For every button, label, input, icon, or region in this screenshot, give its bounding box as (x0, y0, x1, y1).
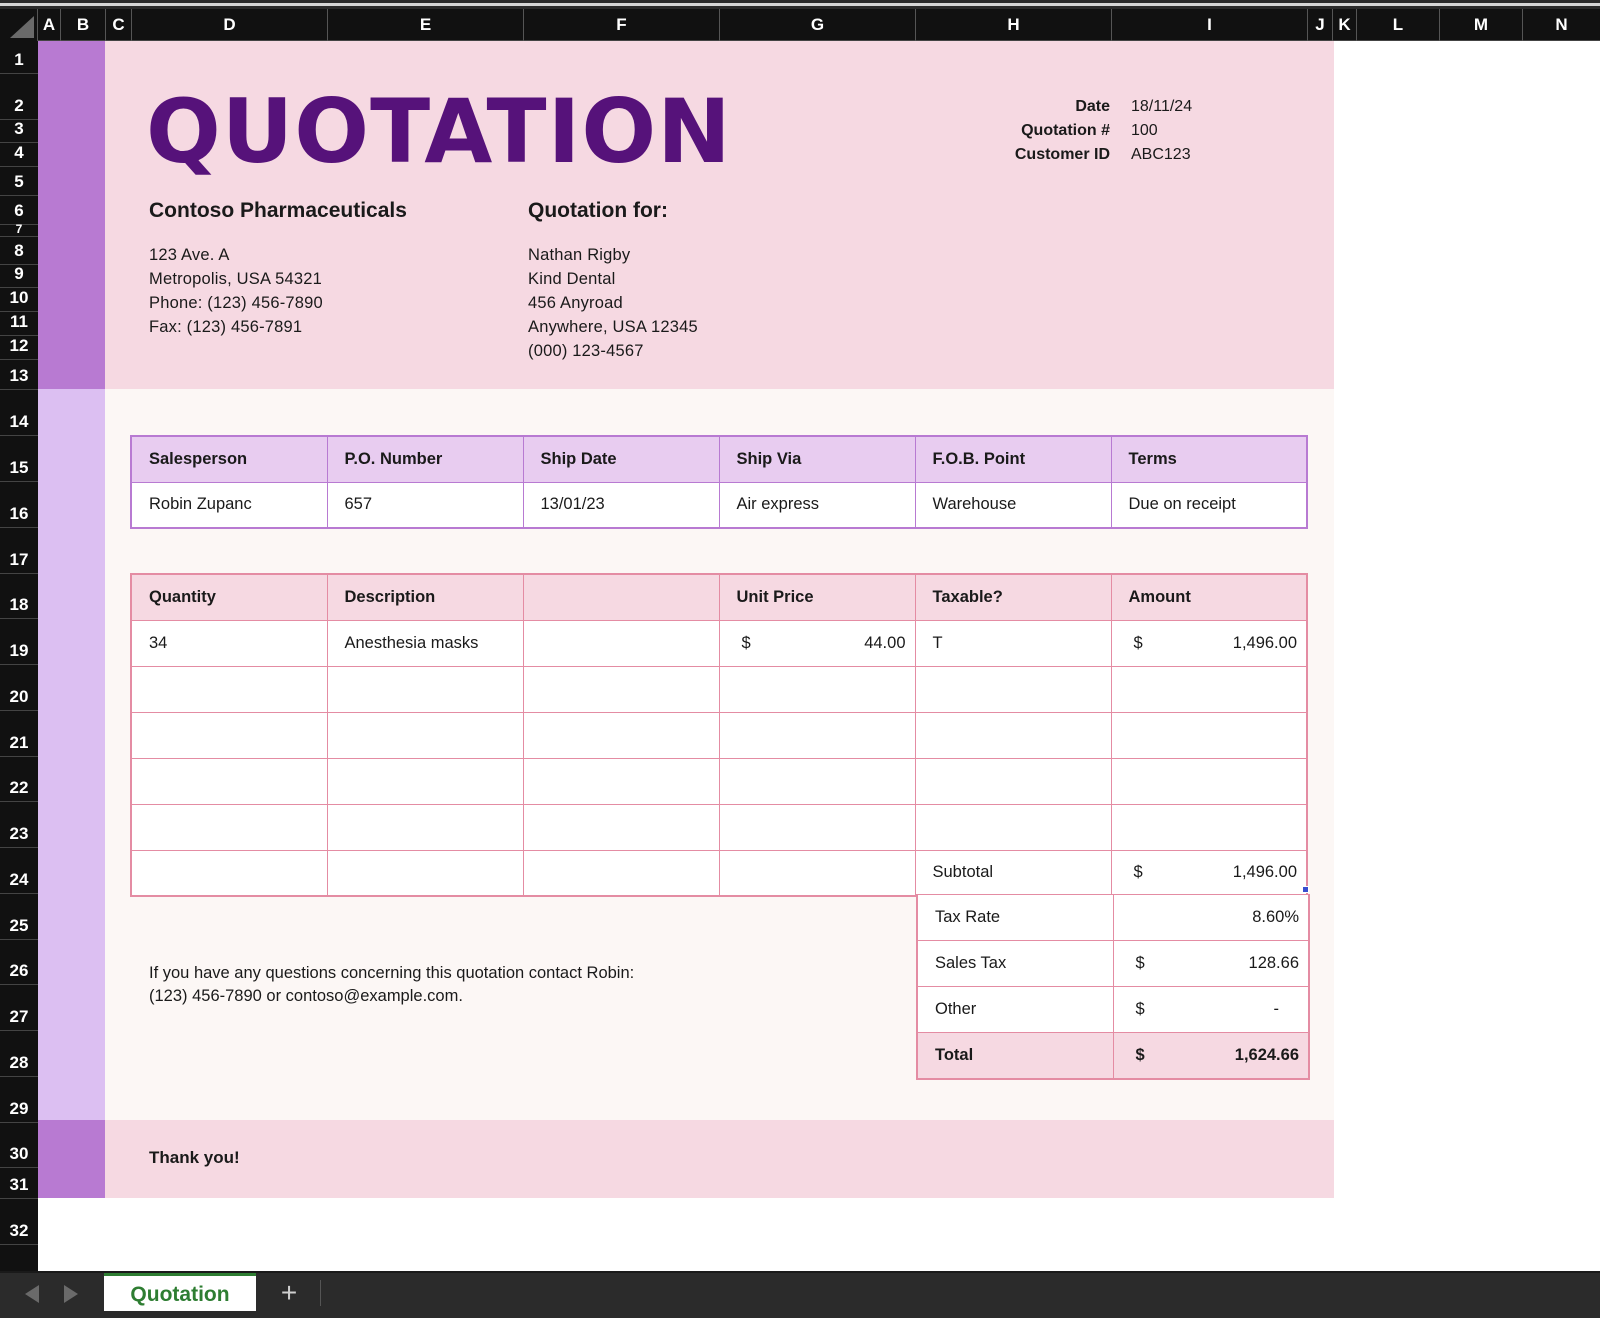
add-sheet-icon[interactable]: + (280, 1277, 298, 1308)
salesperson-cell[interactable]: Robin Zupanc (131, 482, 327, 528)
unit-price-header[interactable]: Unit Price (719, 574, 915, 620)
currency-symbol: $ (1133, 633, 1143, 652)
table-row (131, 620, 1307, 666)
empty-cell[interactable] (719, 712, 915, 758)
thank-you-message[interactable]: Thank you! (149, 1148, 240, 1167)
row-header-24[interactable]: 24 (0, 848, 38, 894)
row-header-22[interactable]: 22 (0, 757, 38, 802)
row-header-7[interactable]: 7 (0, 225, 38, 237)
row-header-19[interactable]: 19 (0, 619, 38, 665)
column-header-bar (0, 9, 1600, 41)
empty-cell[interactable] (327, 758, 523, 804)
empty-cell[interactable] (327, 850, 523, 896)
description-spill-cell[interactable] (523, 620, 719, 666)
row-header-30[interactable]: 30 (0, 1123, 38, 1168)
client-phone-line[interactable]: (000) 123-4567 (528, 342, 644, 360)
empty-cell[interactable] (327, 712, 523, 758)
column-header-k[interactable]: K (1333, 9, 1357, 41)
ship-date-cell[interactable]: 13/01/23 (523, 482, 719, 528)
currency-symbol: $ (1135, 1000, 1145, 1018)
row-header-8[interactable]: 8 (0, 237, 38, 265)
footer-accent-stripe (38, 1120, 105, 1198)
tab-divider (320, 1280, 321, 1306)
sheet-next-icon[interactable] (64, 1285, 78, 1303)
amount-header[interactable]: Amount (1111, 574, 1307, 620)
row-header-27[interactable]: 27 (0, 985, 38, 1031)
empty-cell[interactable] (719, 666, 915, 712)
terms-header[interactable]: Terms (1111, 436, 1307, 482)
tax-rate-value[interactable]: 8.60% (1113, 895, 1309, 941)
row-header-6[interactable]: 6 (0, 196, 38, 225)
other-row (917, 987, 1309, 1033)
row-header-2[interactable]: 2 (0, 74, 38, 120)
empty-cell[interactable] (327, 666, 523, 712)
contact-note[interactable] (149, 962, 634, 1008)
row-header-15[interactable]: 15 (0, 436, 38, 482)
row-header-16[interactable]: 16 (0, 482, 38, 528)
body-accent-stripe (38, 389, 105, 1120)
ship-date-header[interactable]: Ship Date (523, 436, 719, 482)
select-all-corner-icon (10, 16, 34, 38)
company-phone-line[interactable]: Phone: (123) 456-7890 (149, 294, 323, 312)
shipping-info-table (130, 435, 1308, 529)
empty-cell[interactable] (523, 712, 719, 758)
unit-price-value: 44.00 (864, 633, 906, 652)
line-items-header-row (131, 574, 1307, 620)
empty-cell[interactable] (1111, 804, 1307, 850)
client-company-line[interactable]: Kind Dental (528, 270, 616, 288)
row-header-32[interactable]: 32 (0, 1199, 38, 1245)
contact-note-line-2: (123) 456-7890 or contoso@example.com. (149, 987, 463, 1005)
empty-cell[interactable] (131, 804, 327, 850)
column-header-j[interactable]: J (1308, 9, 1333, 41)
row-header-14[interactable]: 14 (0, 390, 38, 436)
total-row (917, 1033, 1309, 1079)
quantity-cell[interactable]: 34 (131, 620, 327, 666)
totals-table (916, 894, 1310, 1080)
currency-symbol: $ (741, 633, 751, 652)
empty-cell[interactable] (1111, 712, 1307, 758)
row-header-12[interactable]: 12 (0, 336, 38, 360)
column-header-d[interactable]: D (132, 9, 328, 41)
sheet-prev-icon[interactable] (25, 1285, 39, 1303)
column-header-a[interactable]: A (38, 9, 61, 41)
currency-symbol: $ (1135, 954, 1145, 972)
row-header-11[interactable]: 11 (0, 312, 38, 336)
empty-cell[interactable] (327, 804, 523, 850)
row-header-31[interactable]: 31 (0, 1168, 38, 1199)
other-cell[interactable] (1113, 987, 1309, 1033)
table-row (131, 850, 1307, 896)
row-header-17[interactable]: 17 (0, 528, 38, 574)
tax-rate-label[interactable]: Tax Rate (917, 895, 1113, 941)
quotation-for-label[interactable]: Quotation for: (528, 199, 668, 222)
subtotal-label[interactable]: Subtotal (915, 850, 1111, 896)
empty-cell[interactable] (719, 850, 915, 896)
shipping-info-value-row (131, 482, 1307, 528)
column-header-m[interactable]: M (1440, 9, 1523, 41)
empty-cell[interactable] (1111, 758, 1307, 804)
shipping-info-header-row (131, 436, 1307, 482)
row-header-13[interactable]: 13 (0, 360, 38, 390)
terms-cell[interactable]: Due on receipt (1111, 482, 1307, 528)
taxable-cell[interactable]: T (915, 620, 1111, 666)
tax-rate-row (917, 895, 1309, 941)
row-header-29[interactable]: 29 (0, 1077, 38, 1123)
po-number-header[interactable]: P.O. Number (327, 436, 523, 482)
total-value: 1,624.66 (1234, 1045, 1299, 1064)
customer-id-value[interactable]: ABC123 (1131, 146, 1191, 163)
sales-tax-value: 128.66 (1248, 954, 1299, 972)
other-label[interactable]: Other (917, 987, 1113, 1033)
company-city-line[interactable]: Metropolis, USA 54321 (149, 270, 322, 288)
ship-via-header[interactable]: Ship Via (719, 436, 915, 482)
empty-cell[interactable] (131, 850, 327, 896)
quotation-footer-area (105, 1120, 1334, 1198)
column-header-i[interactable]: I (1112, 9, 1308, 41)
client-name-line[interactable]: Nathan Rigby (528, 246, 631, 264)
empty-cell[interactable] (719, 758, 915, 804)
description-cell[interactable]: Anesthesia masks (327, 620, 523, 666)
table-row (131, 758, 1307, 804)
fob-point-cell[interactable]: Warehouse (915, 482, 1111, 528)
empty-cell[interactable] (523, 804, 719, 850)
client-street-line[interactable]: 456 Anyroad (528, 294, 623, 312)
taxable-header[interactable]: Taxable? (915, 574, 1111, 620)
empty-cell[interactable] (915, 758, 1111, 804)
table-row (131, 712, 1307, 758)
row-header-4[interactable]: 4 (0, 143, 38, 167)
header-accent-stripe (38, 41, 105, 389)
row-header-1[interactable]: 1 (0, 41, 38, 74)
row-header-26[interactable]: 26 (0, 940, 38, 985)
sales-tax-row (917, 941, 1309, 987)
subtotal-cell[interactable] (1111, 850, 1307, 896)
column-header-e[interactable]: E (328, 9, 524, 41)
date-label[interactable]: Date (1075, 98, 1110, 115)
sales-tax-label[interactable]: Sales Tax (917, 941, 1113, 987)
contact-note-line-1: If you have any questions concerning this quotation contact Robin: (149, 964, 635, 982)
empty-cell[interactable] (1111, 666, 1307, 712)
row-header-3[interactable]: 3 (0, 120, 38, 143)
empty-cell[interactable] (523, 758, 719, 804)
client-city-line[interactable]: Anywhere, USA 12345 (528, 318, 698, 336)
cell-selection-handle[interactable] (1302, 886, 1309, 893)
description-header[interactable]: Description (327, 574, 523, 620)
amount-cell[interactable] (1111, 620, 1307, 666)
empty-cell[interactable] (915, 712, 1111, 758)
row-header-9[interactable]: 9 (0, 265, 38, 288)
sales-tax-cell[interactable] (1113, 941, 1309, 987)
sheet-tab-quotation[interactable]: Quotation (104, 1273, 256, 1311)
company-fax-line[interactable]: Fax: (123) 456-7891 (149, 318, 303, 336)
quotation-number-label[interactable]: Quotation # (1021, 122, 1110, 139)
column-header-g[interactable]: G (720, 9, 916, 41)
row-header-20[interactable]: 20 (0, 665, 38, 711)
quantity-header[interactable]: Quantity (131, 574, 327, 620)
amount-value: 1,496.00 (1232, 633, 1297, 652)
empty-cell[interactable] (915, 666, 1111, 712)
quotation-number-value[interactable]: 100 (1131, 122, 1158, 139)
row-header-25[interactable]: 25 (0, 894, 38, 940)
row-header-10[interactable]: 10 (0, 288, 38, 312)
empty-cell[interactable] (523, 850, 719, 896)
line-items-table (130, 573, 1308, 897)
total-cell[interactable] (1113, 1033, 1309, 1079)
row-header-21[interactable]: 21 (0, 711, 38, 757)
currency-symbol: $ (1135, 1045, 1145, 1064)
row-header-5[interactable]: 5 (0, 167, 38, 196)
description-header-spill[interactable] (523, 574, 719, 620)
subtotal-value: 1,496.00 (1232, 863, 1297, 882)
ship-via-cell[interactable]: Air express (719, 482, 915, 528)
window-top-strip (0, 0, 1600, 9)
empty-cell[interactable] (719, 804, 915, 850)
company-address-line[interactable]: 123 Ave. A (149, 246, 230, 264)
quotation-title[interactable]: QUOTATION (146, 80, 732, 183)
row-header-bar (0, 41, 38, 1271)
row-header-23[interactable]: 23 (0, 802, 38, 848)
empty-cell[interactable] (131, 666, 327, 712)
date-value[interactable]: 18/11/24 (1131, 98, 1193, 115)
empty-cell[interactable] (131, 712, 327, 758)
table-row (131, 666, 1307, 712)
column-header-c[interactable]: C (106, 9, 132, 41)
table-row (131, 804, 1307, 850)
column-header-b[interactable]: B (61, 9, 106, 41)
column-header-l[interactable]: L (1357, 9, 1440, 41)
column-header-f[interactable]: F (524, 9, 720, 41)
column-header-n[interactable]: N (1555, 15, 1568, 34)
empty-cell[interactable] (131, 758, 327, 804)
select-all-corner[interactable] (0, 9, 38, 41)
row-header-18[interactable]: 18 (0, 574, 38, 619)
currency-symbol: $ (1133, 863, 1143, 882)
salesperson-header[interactable]: Salesperson (131, 436, 327, 482)
row-header-28[interactable]: 28 (0, 1031, 38, 1077)
po-number-cell[interactable]: 657 (327, 482, 523, 528)
customer-id-label[interactable]: Customer ID (1014, 146, 1110, 163)
empty-cell[interactable] (915, 804, 1111, 850)
unit-price-cell[interactable] (719, 620, 915, 666)
fob-point-header[interactable]: F.O.B. Point (915, 436, 1111, 482)
total-label[interactable]: Total (917, 1033, 1113, 1079)
column-header-h[interactable]: H (916, 9, 1112, 41)
empty-cell[interactable] (523, 666, 719, 712)
other-value: - (1273, 1000, 1279, 1018)
company-name[interactable]: Contoso Pharmaceuticals (149, 199, 407, 222)
